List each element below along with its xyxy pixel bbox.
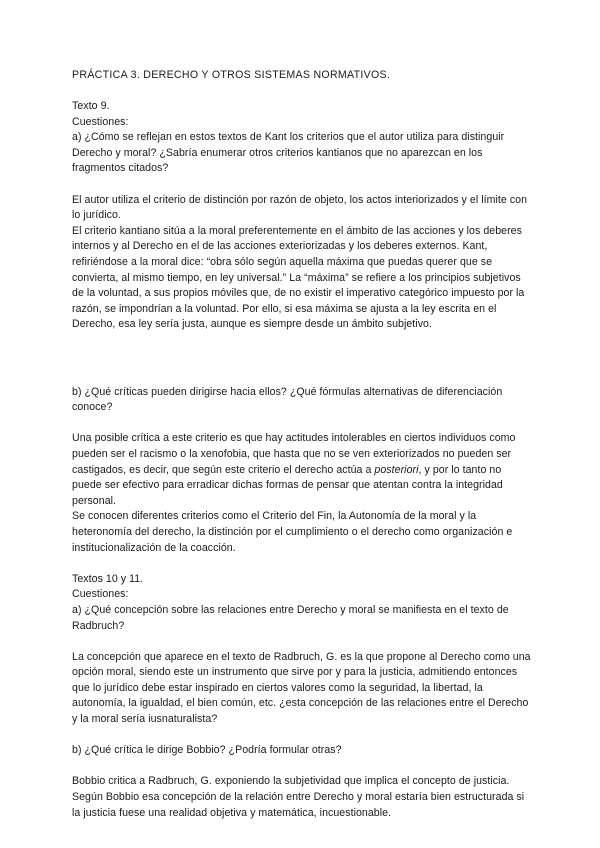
questions-label: Cuestiones: bbox=[72, 588, 129, 601]
answer-paragraph: La concepción que aparece en el texto de Radbruch, G. es la que propone al Derecho como una opción moral, siendo este un instrumento que sirve por y para la justicia, admitiendo entonces que lo jurídico debe estar inspirado en ciertos valores como la seguridad, la libertad, la autonomía, la igualdad, el bien común, etc. ¿esta concepción de las relaciones entre el Derecho y la moral sería iusnaturalista? bbox=[72, 650, 531, 726]
answer-paragraph: Una posible crítica a este criterio es que hay actitudes intolerables en ciertos individuos como pueden ser el racismo o la xenofobia, que hasta que no se ven exteriorizados no pueden ser castigados, es decir, que según este criterio el derecho actúa a posteriori, y por lo tanto no puede ser efectivo para erradicar dichas formas de pensar que atentan contra la integridad personal. bbox=[72, 432, 516, 507]
answer-paragraph: El criterio kantiano sitúa a la moral preferentemente en el ámbito de las acciones y los deberes internos y al Derecho en el de las acciones exteriorizadas y los deberes externos. Kant, refiriéndose a la moral dice: “obra sólo según aquella máxima que puedas querer que se convierta, al mismo tiempo, en ley universal.” La “máxima” se refiere a los principios subjetivos de la voluntad, a sus propios móviles que, de no existir el imperativo categórico impuesto por la razón, se impondrían a la voluntad. Por ello, si esa máxima se ajusta a la ley escrita en el Derecho, esa ley sería justa, aunque es siempre desde un ámbito subjetivo. bbox=[72, 224, 525, 331]
document-page bbox=[72, 68, 532, 821]
answer-paragraph: El autor utiliza el criterio de distinción por razón de objeto, los actos interiorizados y el límite con lo jurídico. bbox=[72, 193, 528, 222]
question-b: b) ¿Qué críticas pueden dirigirse hacia ellos? ¿Qué fórmulas alternativas de diferenciación conoce? bbox=[72, 385, 503, 414]
questions-label: Cuestiones: bbox=[72, 115, 129, 128]
page-title: PRÁCTICA 3. DERECHO Y OTROS SISTEMAS NORMATIVOS. bbox=[72, 69, 391, 81]
question-a: a) ¿Cómo se reflejan en estos textos de Kant los criterios que el autor utiliza para distinguir Derecho y moral? ¿Sabría enumerar otros criterios kantianos que no aparezcan en los fragmentos citados? bbox=[72, 131, 505, 175]
italic-term: posteriori bbox=[374, 463, 419, 476]
answer-paragraph: Se conocen diferentes criterios como el Criterio del Fin, la Autonomía de la moral y la heteronomía del derecho, la distinción por el cumplimiento o el derecho como organización e institucionalización de la coacción. bbox=[72, 510, 513, 554]
answer-paragraph: Bobbio critica a Radbruch, G. exponiendo la subjetividad que implica el concepto de justicia. Según Bobbio esa concepción de la relación entre Derecho y moral estaría bien estructurada si la justicia fuese una realidad objetiva y matemática, incuestionable. bbox=[72, 775, 525, 819]
question-a: a) ¿Qué concepción sobre las relaciones entre Derecho y moral se manifiesta en el texto de Radbruch? bbox=[72, 603, 509, 632]
section-heading: Textos 10 y 11. bbox=[72, 572, 144, 585]
question-b: b) ¿Qué crítica le dirige Bobbio? ¿Podría formular otras? bbox=[72, 744, 342, 757]
section-heading: Texto 9. bbox=[72, 100, 110, 113]
